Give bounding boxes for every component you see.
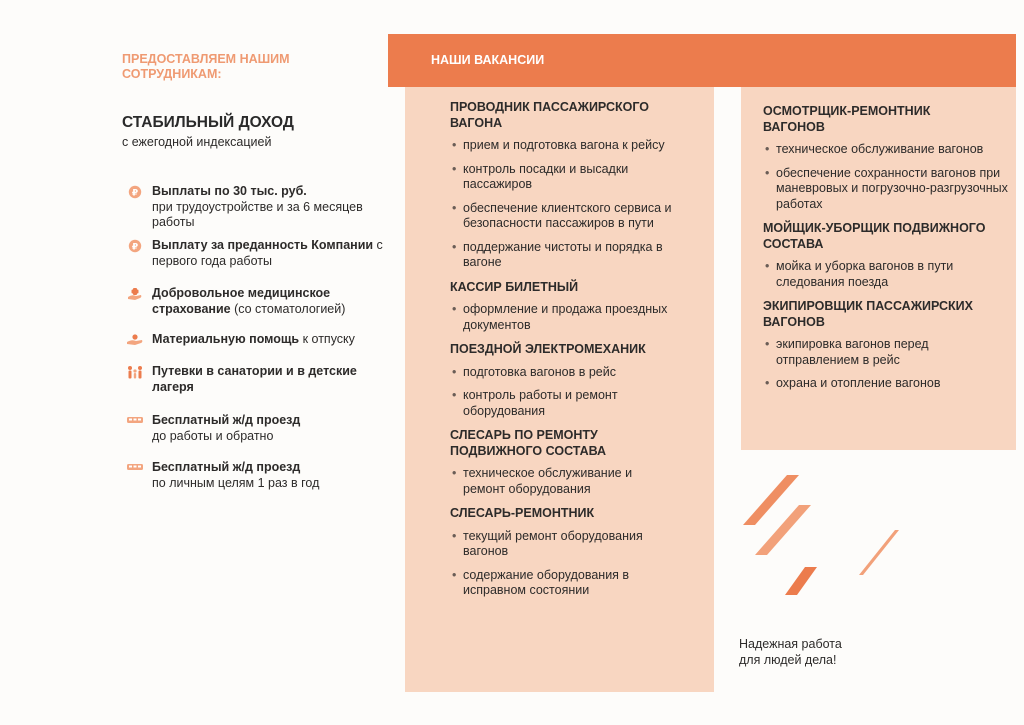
vacancies-column-2 bbox=[763, 104, 1015, 401]
benefit-title: Бесплатный ж/д проезд bbox=[152, 460, 301, 474]
benefit-detail: с первого года работы bbox=[152, 238, 383, 268]
duty-item: • охрана и отопление вагонов bbox=[763, 376, 1015, 392]
stripe bbox=[859, 530, 899, 575]
duty-item: • обеспечение клиентского сервиса и безопасности пассажиров в пути bbox=[450, 201, 693, 232]
vacancy-title: ПОЕЗДНОЙ ЭЛЕКТРОМЕХАНИК bbox=[450, 342, 646, 356]
duty-item: • техническое обслуживание и ремонт оборудования bbox=[450, 466, 653, 497]
duty-item: • контроль работы и ремонт оборудования bbox=[450, 388, 643, 419]
duty-item: • обеспечение сохранности вагонов при маневровых и погрузочно-разгрузочных работах bbox=[763, 166, 1011, 213]
ruble-coin-icon bbox=[124, 238, 146, 269]
benefit-title: Выплаты по 30 тыс. руб. bbox=[152, 184, 307, 198]
benefits-column bbox=[122, 52, 392, 149]
duty-item: • контроль посадки и высадки пассажиров bbox=[450, 162, 673, 193]
vacancy-title: СЛЕСАРЬ-РЕМОНТНИК bbox=[450, 506, 595, 520]
duty-item: • оформление и продажа проездных документов bbox=[450, 302, 708, 333]
vacancy-duties bbox=[763, 259, 1015, 290]
vacancy bbox=[450, 428, 705, 497]
vacancy-title: МОЙЩИК-УБОРЩИК ПОДВИЖНОГО СОСТАВА bbox=[763, 221, 986, 251]
vacancy bbox=[763, 104, 1015, 212]
benefit-item bbox=[124, 332, 394, 348]
benefit-detail: до работы и обратно bbox=[152, 428, 274, 443]
benefit-detail: (со стоматологией) bbox=[230, 301, 346, 316]
benefit-detail: при трудоустройстве и за 6 месяцев работы bbox=[152, 199, 363, 229]
vacancy bbox=[763, 221, 1015, 290]
benefit-item bbox=[124, 460, 394, 491]
vacancy-title: КАССИР БИЛЕТНЫЙ bbox=[450, 279, 579, 294]
duty-item: • мойка и уборка вагонов в пути следования поезда bbox=[763, 259, 996, 290]
vacancies-header-title: НАШИ ВАКАНСИИ bbox=[431, 53, 545, 67]
vacancy-title: СЛЕСАРЬ ПО РЕМОНТУ ПОДВИЖНОГО СОСТАВА bbox=[450, 428, 607, 458]
slogan-line: для людей дела! bbox=[739, 652, 837, 667]
duty-item: • поддержание чистоты и порядка в вагоне bbox=[450, 240, 688, 271]
duty-item: • прием и подготовка вагона к рейсу bbox=[450, 138, 705, 154]
vacancy bbox=[763, 299, 1015, 392]
benefit-item bbox=[124, 413, 394, 444]
stable-income-title: СТАБИЛЬНЫЙ ДОХОД bbox=[122, 114, 294, 131]
family-icon bbox=[124, 364, 146, 395]
vacancy bbox=[450, 506, 705, 599]
train-icon bbox=[124, 413, 146, 444]
slogan bbox=[739, 637, 842, 668]
vacancy-duties bbox=[763, 142, 1015, 212]
vacancy-duties bbox=[450, 466, 705, 497]
ruble-coin-icon bbox=[124, 184, 146, 231]
vacancy-duties bbox=[450, 529, 705, 599]
benefit-title: Бесплатный ж/д проезд bbox=[152, 413, 301, 427]
svg-text:₽: ₽ bbox=[131, 188, 139, 199]
vacancy bbox=[450, 100, 705, 271]
stripe bbox=[785, 567, 817, 595]
vacancies-column-1 bbox=[450, 100, 705, 608]
svg-text:₽: ₽ bbox=[131, 242, 139, 253]
vacancy-title: ПРОВОДНИК ПАССАЖИРСКОГО ВАГОНА bbox=[450, 100, 649, 130]
benefit-title: Путевки в санатории и в детские лагеря bbox=[152, 364, 357, 394]
vacancy bbox=[450, 280, 705, 334]
benefit-item bbox=[124, 286, 394, 317]
vacancy-duties bbox=[450, 365, 705, 420]
vacancy-duties bbox=[450, 138, 705, 271]
duty-item: • содержание оборудования в исправном состоянии bbox=[450, 568, 653, 599]
vacancy-title: ЭКИПИРОВЩИК ПАССАЖИРСКИХ ВАГОНОВ bbox=[763, 299, 973, 329]
vacancy-duties bbox=[450, 302, 705, 333]
vacancy bbox=[450, 342, 705, 419]
benefit-title: Добровольное медицинское страхование bbox=[152, 286, 331, 316]
duty-item: • экипировка вагонов перед отправлением в рейс bbox=[763, 337, 976, 368]
benefit-item bbox=[124, 238, 394, 269]
vacancy-duties bbox=[763, 337, 1015, 392]
benefit-title: Материальную помощь bbox=[152, 332, 300, 346]
benefit-item bbox=[124, 364, 394, 395]
duty-item: • текущий ремонт оборудования вагонов bbox=[450, 529, 678, 560]
helping-hand-icon bbox=[124, 332, 146, 348]
stable-income-subtitle: с ежегодной индексацией bbox=[122, 135, 272, 149]
duty-item: • подготовка вагонов в рейс bbox=[450, 365, 705, 381]
benefit-detail: по личным целям 1 раз в год bbox=[152, 475, 320, 490]
train-icon bbox=[124, 460, 146, 491]
decorative-stripes bbox=[735, 475, 905, 605]
benefit-detail: к отпуску bbox=[299, 332, 355, 346]
duty-item: • техническое обслуживание вагонов bbox=[763, 142, 1015, 158]
benefit-title: Выплату за преданность Компании bbox=[152, 238, 374, 252]
slogan-line: Надежная работа bbox=[739, 637, 842, 651]
benefit-item bbox=[124, 184, 394, 231]
benefits-eyebrow: ПРЕДОСТАВЛЯЕМ НАШИМ СОТРУДНИКАМ: bbox=[122, 52, 290, 81]
medical-hand-icon bbox=[124, 286, 146, 317]
vacancy-title: ОСМОТРЩИК-РЕМОНТНИК ВАГОНОВ bbox=[763, 104, 931, 134]
